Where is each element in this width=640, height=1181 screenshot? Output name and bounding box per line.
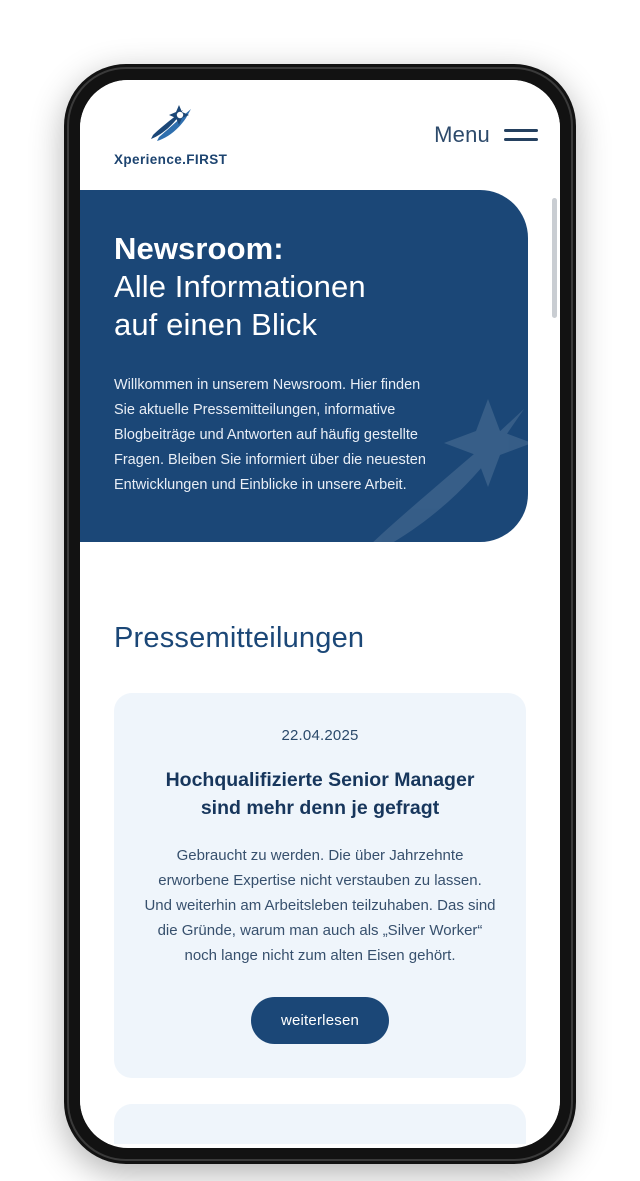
page-scrollbar[interactable] (552, 198, 557, 318)
hero-title-line3: auf einen Blick (114, 306, 318, 342)
hero-title (114, 230, 492, 343)
hero-title-line2: Alle Informationen (114, 268, 366, 304)
press-release-card[interactable] (114, 693, 526, 1077)
press-releases-section (80, 542, 560, 1143)
hamburger-icon (504, 129, 538, 141)
press-release-title-line1: Hochqualifizierte Senior Manager (165, 769, 475, 792)
site-header (80, 80, 560, 190)
press-release-title (144, 766, 496, 823)
next-press-release-card-partial[interactable] (114, 1104, 526, 1144)
read-more-button[interactable]: weiterlesen (251, 997, 389, 1044)
phone-screen (80, 80, 560, 1148)
menu-label: Menu (434, 122, 490, 147)
section-title: Pressemitteilungen (114, 622, 365, 655)
press-release-date: 22.04.2025 (281, 727, 359, 745)
webpage-viewport (80, 80, 560, 1148)
press-release-excerpt: Gebraucht zu werden. Die über Jahrzehnte erworbene Expertise nicht verstauben zu lassen. Und weiterhin am Arbeitsleben teilzuhaben. Das sind die Gründe, warum man auch als „Silver Worker“ noch lange nicht zum alten Eisen gehört. (144, 846, 496, 965)
hero-title-line1: Newsroom: (114, 231, 284, 266)
brand-name: Xperience.FIRST (114, 152, 228, 167)
menu-toggle-button[interactable] (434, 94, 538, 148)
hero-body-text: Willkommen in unserem Newsroom. Hier finden Sie aktuelle Pressemitteilungen, informative Blogbeiträge und Antworten auf häufig gestellte Fragen. Bleiben Sie informiert über die neuesten Entwicklungen und Einblicke in unsere Arbeit. (114, 377, 426, 494)
hero-banner (80, 190, 528, 542)
brand-logo[interactable] (114, 94, 227, 167)
rocket-star-icon (144, 100, 198, 146)
press-release-title-line2: sind mehr denn je gefragt (200, 797, 440, 820)
